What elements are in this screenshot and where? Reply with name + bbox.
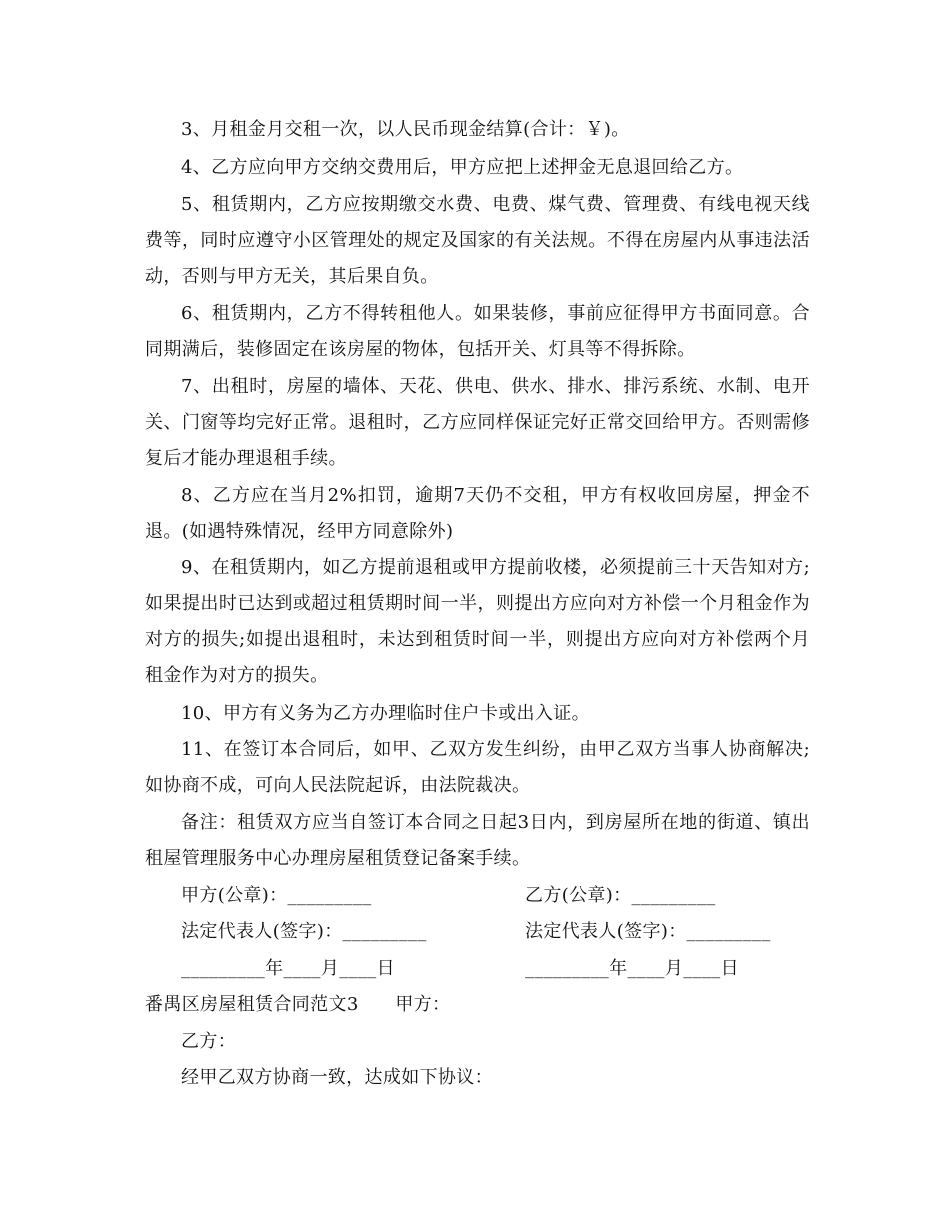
clause-9: 9、在租赁期内，如乙方提前退租或甲方提前收楼，必须提前三十天告知对方;如果提出时已达到或超过租赁期时间一半，则提出方应向对方补偿一个月租金作为对方的损失;如提出退租时，未达到租赁时间一半，则提出方应向对方补偿两个月租金作为对方的损失。 bbox=[145, 557, 810, 686]
party-a-rep-line: 法定代表人(签字)：_________ bbox=[181, 921, 427, 942]
party-a-date-line: _________年____月____日 bbox=[181, 958, 395, 979]
clause-7: 7、出租时，房屋的墙体、天花、供电、供水、排水、排污系统、水制、电开关、门窗等均完好正常。退租时，乙方应同样保证完好正常交回给甲方。否则需修复后才能办理退租手续。 bbox=[145, 376, 810, 469]
section-title-line: 番禺区房屋租赁合同范文3 甲方： bbox=[145, 994, 451, 1015]
clause-6: 6、租赁期内，乙方不得转租他人。如果装修，事前应征得甲方书面同意。合同期满后，装修固定在该房屋的物体，包括开关、灯具等不得拆除。 bbox=[145, 303, 810, 360]
party-b-line: 乙方： bbox=[181, 1031, 237, 1052]
clause-3: 3、月租金月交租一次，以人民币现金结算(合计：￥)。 bbox=[181, 119, 630, 140]
remarks: 备注：租赁双方应当自签订本合同之日起3日内，到房屋所在地的街道、镇出租屋管理服务中心办理房屋租赁登记备案手续。 bbox=[145, 812, 810, 869]
clause-5: 5、租赁期内，乙方应按期缴交水费、电费、煤气费、管理费、有线电视天线费等，同时应遵守小区管理处的规定及国家的有关法规。不得在房屋内从事违法活动，否则与甲方无关，其后果自负。 bbox=[145, 194, 810, 287]
party-b-date-line: _________年____月____日 bbox=[525, 958, 739, 979]
clause-10: 10、甲方有义务为乙方办理临时住户卡或出入证。 bbox=[181, 703, 590, 724]
party-b-rep-line: 法定代表人(签字)：_________ bbox=[525, 921, 771, 942]
clause-4: 4、乙方应向甲方交纳交费用后，甲方应把上述押金无息退回给乙方。 bbox=[181, 157, 744, 178]
party-a-seal-line: 甲方(公章)：_________ bbox=[181, 885, 372, 906]
clause-11: 11、在签订本合同后，如甲、乙双方发生纠纷，由甲乙双方当事人协商解决;如协商不成，可向人民法院起诉，由法院裁决。 bbox=[145, 739, 810, 796]
clause-8: 8、乙方应在当月2%扣罚，逾期7天仍不交租，甲方有权收回房屋，押金不退。(如遇特殊情况，经甲方同意除外) bbox=[145, 485, 810, 542]
agreement-line: 经甲乙双方协商一致，达成如下协议： bbox=[181, 1067, 493, 1088]
party-b-seal-line: 乙方(公章)：_________ bbox=[525, 885, 716, 906]
